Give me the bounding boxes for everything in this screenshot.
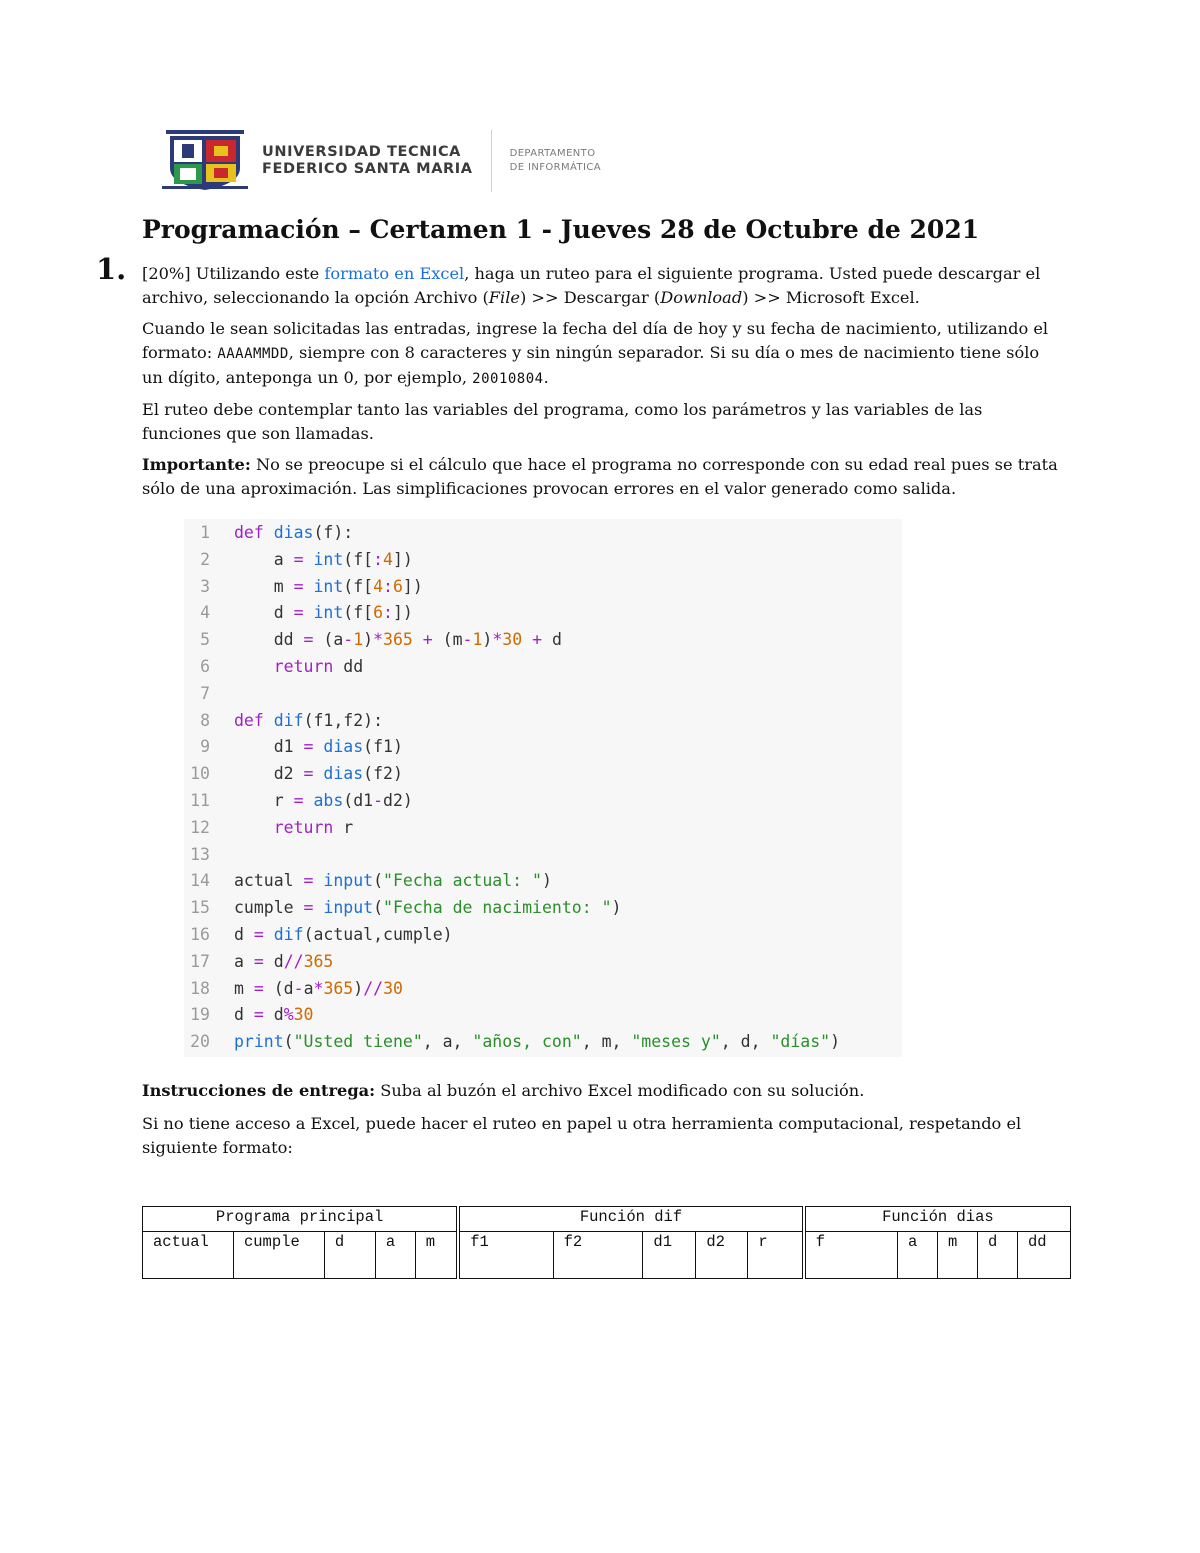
department-line1: DEPARTAMENTO — [509, 148, 596, 159]
code-line — [184, 949, 902, 976]
delivery-instructions — [142, 1079, 1060, 1169]
question-paragraph-4 — [142, 453, 1060, 501]
code-line — [184, 734, 902, 761]
line-number: 3 — [200, 576, 210, 596]
code-text: d2 = dias(f2) — [234, 764, 403, 784]
p1-file-italic: File — [488, 288, 520, 307]
line-number: 7 — [200, 683, 210, 703]
column-header: actual — [143, 1232, 234, 1279]
line-number: 4 — [200, 603, 210, 623]
page-title: Programación – Certamen 1 - Jueves 28 de Octubre de 2021 — [142, 215, 980, 244]
university-crest-logo — [162, 128, 248, 194]
group-header-dif: Función dif — [458, 1207, 804, 1232]
code-text: d1 = dias(f1) — [234, 737, 403, 757]
code-line — [184, 681, 902, 708]
question-paragraph-3: El ruteo debe contemplar tanto las variables del programa, como los parámetros y las variables de las funciones que son llamadas. — [142, 400, 983, 443]
code-line — [184, 600, 902, 627]
column-header: dd — [1017, 1232, 1070, 1279]
code-line — [184, 815, 902, 842]
important-label: Importante: — [142, 455, 251, 474]
line-number: 14 — [190, 871, 210, 891]
code-line — [184, 627, 902, 654]
university-name — [262, 144, 473, 178]
code-line — [184, 976, 902, 1003]
code-text: m = int(f[4:6]) — [234, 576, 423, 596]
excel-format-link[interactable]: formato en Excel — [324, 264, 465, 283]
code-text: a = int(f[:4]) — [234, 549, 413, 569]
code-text: a = d//365 — [234, 951, 334, 971]
code-text: dd = (a-1)*365 + (m-1)*30 + d — [234, 630, 562, 650]
code-line — [184, 895, 902, 922]
code-line — [184, 708, 902, 735]
column-header: d — [977, 1232, 1017, 1279]
column-header: r — [748, 1232, 804, 1279]
column-header: a — [375, 1232, 415, 1279]
department-line2: DE INFORMÁTICA — [509, 162, 601, 173]
column-header: f2 — [553, 1232, 643, 1279]
p1-text-post: ) >> Microsoft Excel. — [742, 288, 920, 307]
code-text: actual = input("Fecha actual: ") — [234, 871, 552, 891]
trace-format-table — [142, 1206, 1071, 1279]
p2-text-post: . — [543, 368, 549, 387]
university-name-line2: FEDERICO SANTA MARIA — [262, 161, 473, 177]
p1-download-italic: Download — [660, 288, 743, 307]
line-number: 13 — [190, 844, 210, 864]
group-header-dias: Función dias — [804, 1207, 1071, 1232]
line-number: 1 — [200, 523, 210, 542]
university-name-line1: UNIVERSIDAD TECNICA — [262, 144, 462, 160]
column-header: cumple — [233, 1232, 324, 1279]
p1-text-mid: , haga un ruteo para el siguiente programa. Usted puede descargar el archivo, seleccionando la opción Archivo ( — [142, 264, 1041, 307]
header-divider — [491, 130, 492, 192]
line-number: 18 — [190, 978, 210, 998]
delivery-paragraph-1 — [142, 1079, 1060, 1103]
code-line — [184, 654, 902, 681]
code-text: cumple = input("Fecha de nacimiento: ") — [234, 898, 622, 918]
column-header: d1 — [643, 1232, 696, 1279]
code-line — [184, 574, 902, 601]
column-header: a — [898, 1232, 938, 1279]
code-text: d = dif(actual,cumple) — [234, 924, 453, 944]
p1-text-pre: [20%] Utilizando este — [142, 264, 325, 283]
date-example-code: 20010804 — [472, 371, 544, 387]
question-body — [142, 262, 1060, 508]
code-text: d = d%30 — [234, 1005, 314, 1025]
line-number: 2 — [200, 549, 210, 569]
code-text: print("Usted tiene", a, "años, con", m, "meses y", d, "días") — [234, 1032, 840, 1052]
column-header: d — [324, 1232, 375, 1279]
column-header: m — [415, 1232, 458, 1279]
code-text: return r — [273, 817, 354, 837]
university-header — [162, 128, 601, 194]
line-number: 10 — [190, 764, 210, 784]
p2-text-mid: , siempre con 8 caracteres y sin ningún separador. Si su día o mes de nacimiento tiene sólo un dígito, anteponga un 0, por ejemplo, — [142, 343, 1040, 387]
code-text: r = abs(d1-d2) — [234, 790, 413, 810]
table-group-header-row — [143, 1207, 1071, 1232]
delivery-label: Instrucciones de entrega: — [142, 1081, 376, 1100]
line-number: 6 — [200, 656, 210, 676]
code-line — [184, 842, 902, 869]
delivery-text: Suba al buzón el archivo Excel modificado con su solución. — [375, 1081, 865, 1100]
department-name — [510, 147, 601, 175]
important-text: No se preocupe si el cálculo que hace el programa no corresponde con su edad real pues se trata sólo de una aproximación. Las simplificaciones provocan errores en el valor generado como salida. — [142, 455, 1058, 498]
column-header: d2 — [696, 1232, 748, 1279]
p2-text-pre: Cuando le sean solicitadas las entradas, ingrese la fecha del día de hoy y su fecha de nacimiento, utilizando el formato: — [142, 319, 1049, 362]
group-header-main: Programa principal — [143, 1207, 459, 1232]
line-number: 17 — [190, 951, 210, 971]
code-text: def dias(f): — [234, 523, 354, 542]
code-text: m = (d-a*365)//30 — [234, 978, 403, 998]
question-paragraph-2 — [142, 317, 1060, 391]
code-text: return dd — [273, 656, 364, 676]
code-line — [184, 520, 902, 547]
column-header: f — [804, 1232, 898, 1279]
line-number: 20 — [190, 1032, 210, 1052]
column-header: m — [938, 1232, 978, 1279]
code-line — [184, 1029, 902, 1056]
line-number: 11 — [190, 790, 210, 810]
line-number: 19 — [190, 1005, 210, 1025]
line-number: 12 — [190, 817, 210, 837]
question-paragraph-1 — [142, 262, 1060, 310]
code-line — [184, 1002, 902, 1029]
code-text: d = int(f[6:]) — [234, 603, 413, 623]
line-number: 8 — [200, 710, 210, 730]
code-text: def dif(f1,f2): — [234, 710, 384, 730]
line-number: 16 — [190, 924, 210, 944]
delivery-paragraph-2: Si no tiene acceso a Excel, puede hacer el ruteo en papel u otra herramienta computacional, respetando el siguiente formato: — [142, 1114, 1022, 1157]
date-format-code: AAAAMMDD — [217, 346, 289, 362]
line-number: 15 — [190, 898, 210, 918]
p1-text-mid2: ) >> Descargar ( — [519, 288, 661, 307]
question-number: 1. — [96, 252, 127, 286]
code-line — [184, 547, 902, 574]
table-column-header-row — [143, 1232, 1071, 1279]
code-block — [184, 519, 902, 1057]
code-line — [184, 922, 902, 949]
line-number: 9 — [200, 737, 210, 757]
column-header: f1 — [458, 1232, 553, 1279]
line-number: 5 — [200, 630, 210, 650]
code-line — [184, 788, 902, 815]
code-line — [184, 761, 902, 788]
code-line — [184, 868, 902, 895]
